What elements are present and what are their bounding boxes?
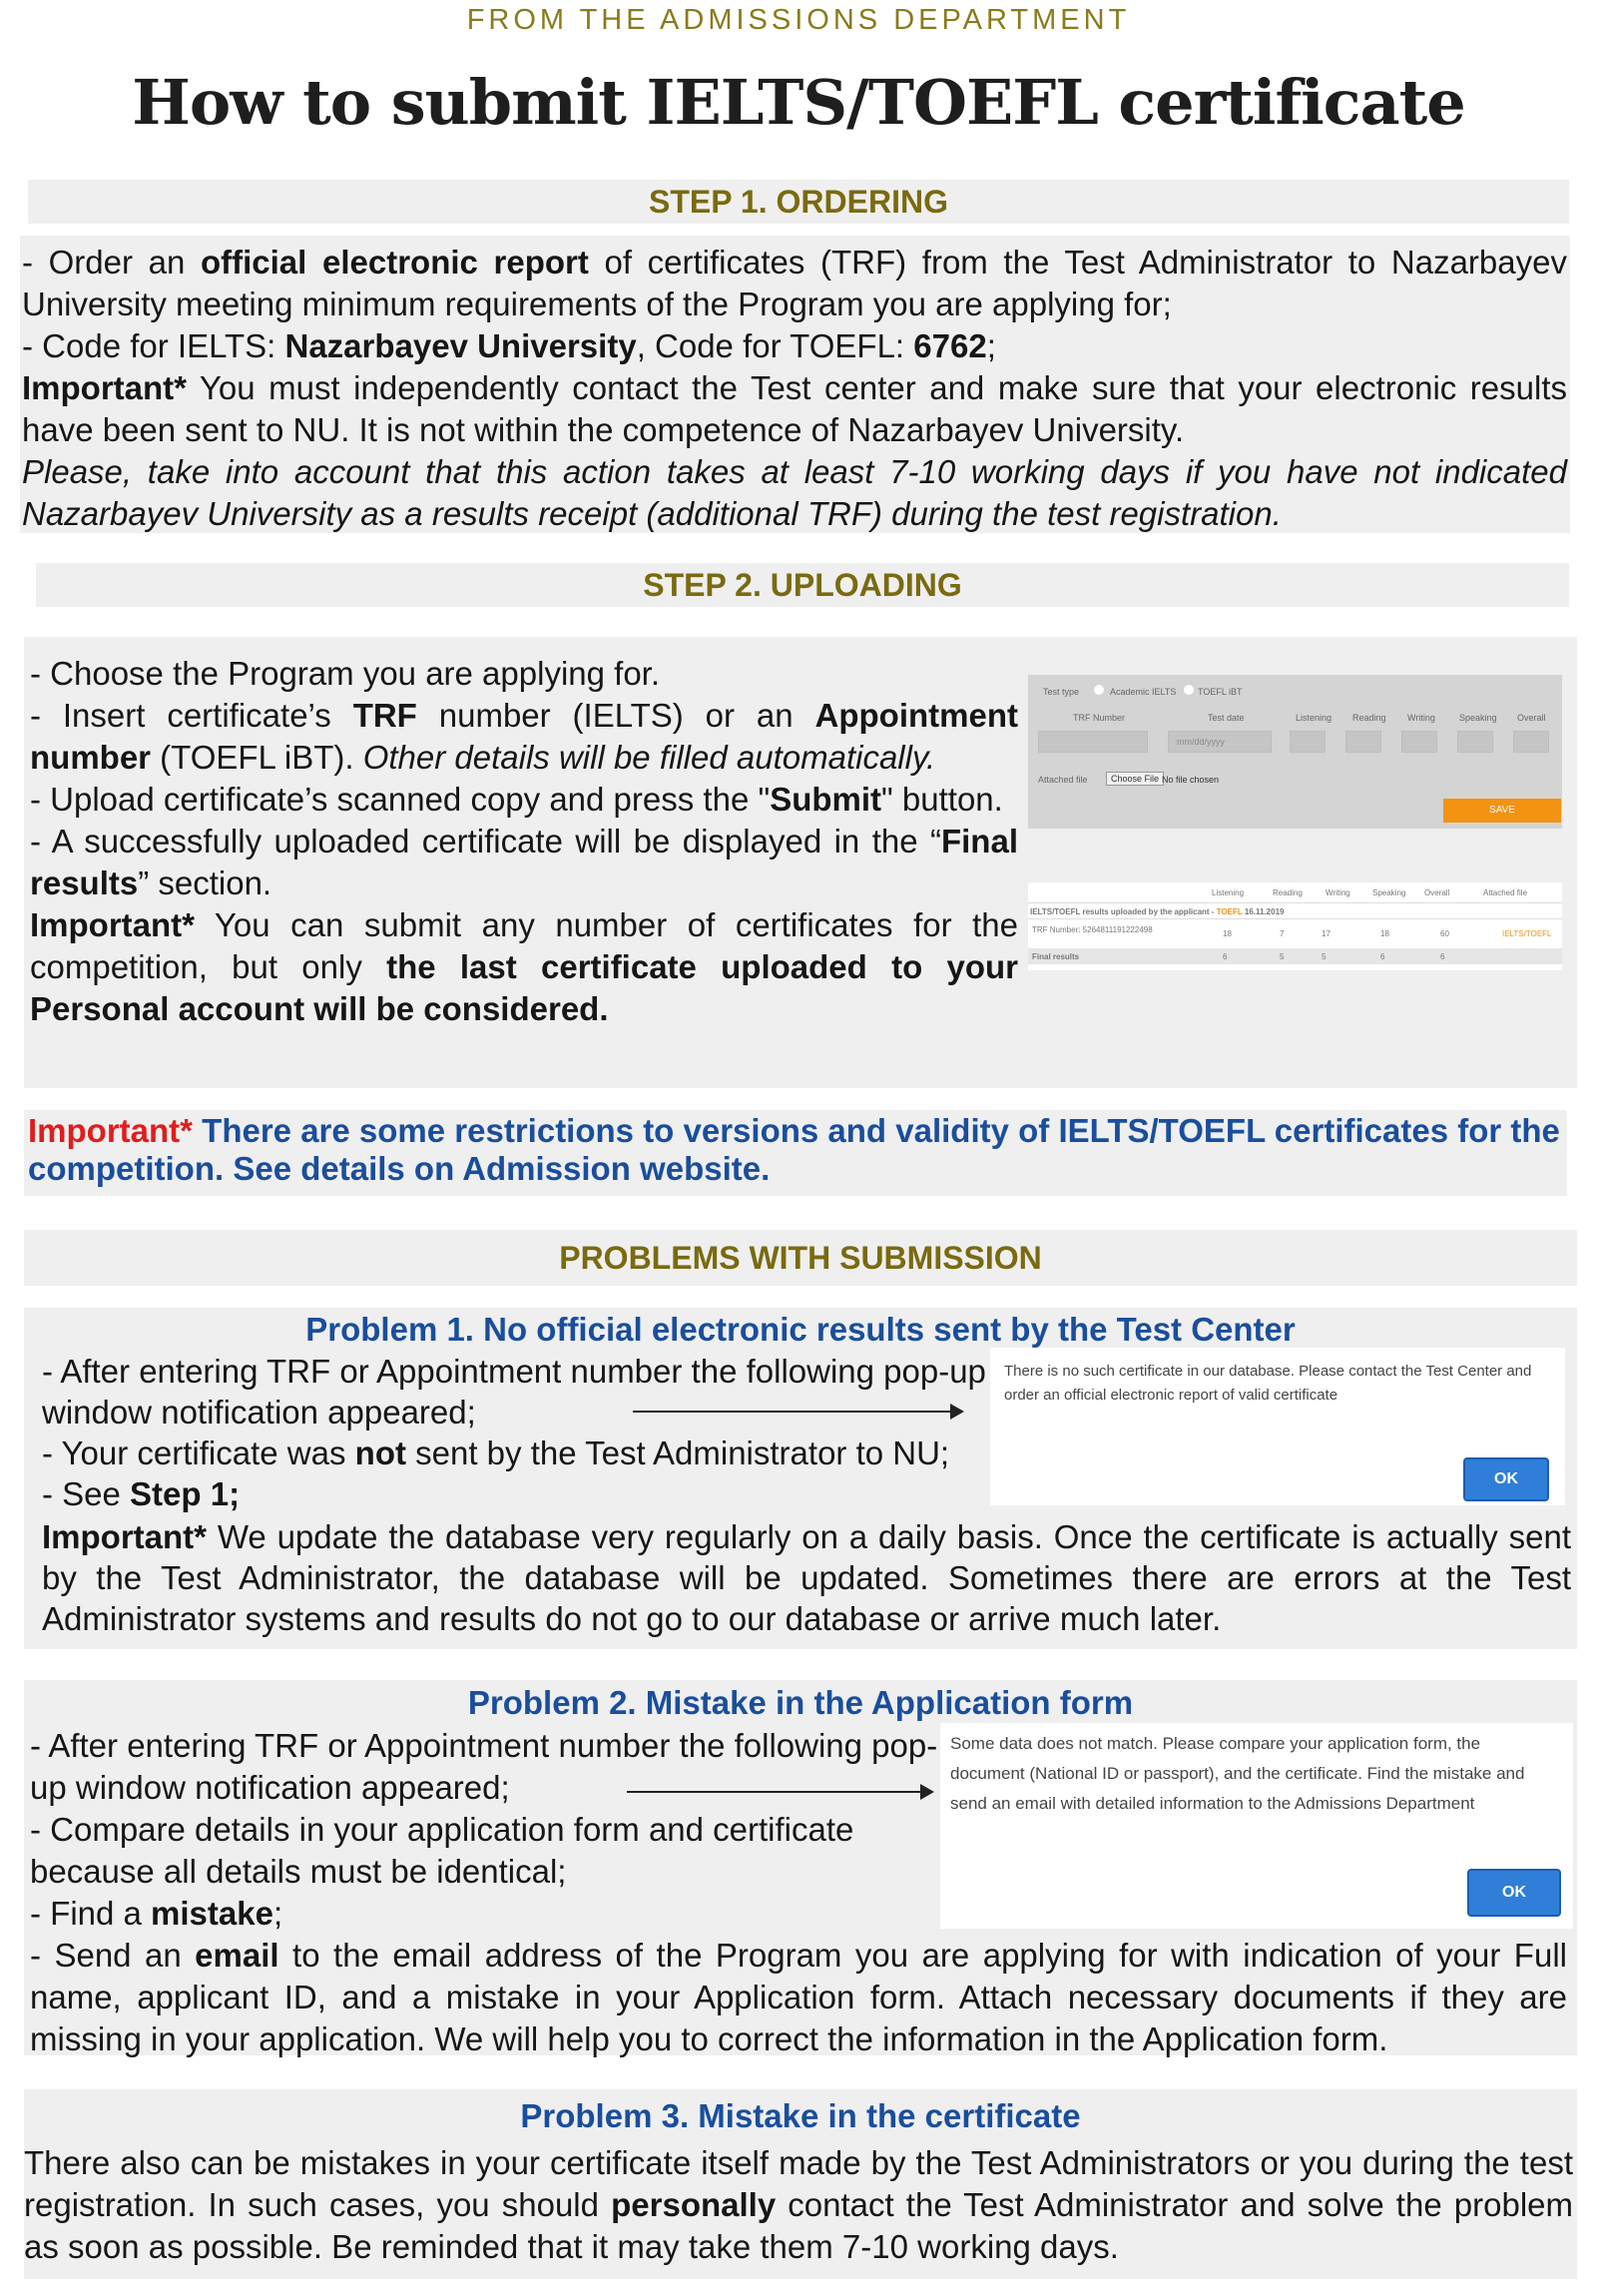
writing-input[interactable] [1401, 731, 1437, 753]
problem3-text: There also can be mistakes in your certificate itself made by the Test Administrators or you during the test registration. In such cases, you should personally contact the Test Administrator and solve the problem as soon as possible. Be reminded that it may take them 7-10 working days. [24, 2144, 1573, 2265]
page-title: How to submit IELTS/TOEFL certificate [132, 66, 1465, 139]
problems-heading: PROBLEMS WITH SUBMISSION [559, 1240, 1042, 1276]
results-header-cell: Attached file [1483, 888, 1528, 897]
step1-italic-note: Please, take into account that this action takes at least 7-10 working days if you have not indicated Nazarbayev University as a results receipt (additional TRF) during the test registration. [22, 453, 1567, 532]
results-header-cell: Reading [1273, 888, 1303, 897]
final-result-cell: 6 [1223, 952, 1228, 961]
results-header-cell: Overall [1424, 888, 1450, 897]
results-value-cell: 18 [1380, 929, 1389, 938]
step1-text: - Order an official electronic report of certificates (TRF) from the Test Administrator to Nazarbayev University meeting minimum requirements of the Program you are applying for; - Code for IELTS: Nazarbayev University, Code for TOEFL: 6762; Important* You must independently contact the Test center and make sure that your electronic results have been sent to NU. It is not within the competence of Nazarbayev University. Please, take into account that this action takes at least 7-10 working days if you have not indicated Nazarbayev University as a results receipt (additional TRF) during the test registration. [22, 244, 1567, 532]
problem2-arrow [627, 1791, 932, 1793]
final-result-cell: 5 [1322, 952, 1327, 961]
results-value-cell: 7 [1280, 929, 1285, 938]
trf-number-input[interactable] [1038, 731, 1148, 753]
speaking-input[interactable] [1457, 731, 1493, 753]
problem2-ok-button[interactable]: OK [1467, 1869, 1561, 1917]
problem1-important: Important* We update the database very regularly on a daily basis. Once the certificate is actually sent by the Test Administrator, the database will be updated. Sometimes there are errors at the Test Administrator systems and results do not go to our database or arrive much later. [42, 1518, 1571, 1637]
problem1-arrow [633, 1411, 962, 1413]
problem1-popup [990, 1348, 1565, 1505]
results-header-cell: Speaking [1372, 888, 1406, 897]
problem2-email-step: - Send an email to the email address of the Program you are applying for with indication of your Full name, applicant ID, and a mistake in your Application form. Attach necessary documents if they are missing in your application. We will help you to correct the information in the Application form. [30, 1937, 1567, 2057]
save-button[interactable]: SAVE [1443, 799, 1561, 823]
problems-heading-bar [24, 1230, 1577, 1286]
results-value-cell: 18 [1223, 929, 1232, 938]
problem2-popup [940, 1723, 1573, 1929]
step2-heading: STEP 2. UPLOADING [643, 567, 962, 603]
test-date-input[interactable]: mm/dd/yyyy [1168, 731, 1272, 753]
final-result-cell: 5 [1280, 952, 1285, 961]
choose-file-button[interactable]: Choose File [1106, 772, 1164, 786]
validity-notice: Important* There are some restrictions to versions and validity of IELTS/TOEFL certificates for the competition. See details on Admission website. [28, 1112, 1560, 1187]
overall-input[interactable] [1513, 731, 1549, 753]
radio-academic-ielts[interactable] [1094, 685, 1104, 695]
problem2-bullets: - After entering TRF or Appointment number the following pop-up window notification appeared; - Compare details in your application form and certificate because all details must be identical; - Find a mistake; [30, 1727, 938, 1932]
step2-text: - Choose the Program you are applying for. - Insert certificate’s TRF number (IELTS) or an Appointment number (TOEFL iBT). Other details will be filled automatically. - Upload certificate’s scanned copy and press the "Submit" button. - A successfully uploaded certificate will be displayed in the “Final results” section. Important* You can submit any number of certificates for the competition, but only the last certificate uploaded to your Personal account will be considered. [30, 655, 1018, 1027]
step1-heading-bar [28, 180, 1569, 224]
attached-file-link[interactable]: IELTS/TOEFL [1502, 929, 1552, 938]
upload-form-screenshot: Test type Academic IELTS TOEFL iBT TRF Number Test date Listening Reading Writing Speaking Overall mm/dd/yyyy Attached file Choose File No file chosen [1028, 675, 1562, 829]
listening-input[interactable] [1290, 731, 1326, 753]
step2-important-label: Important* [30, 906, 195, 943]
results-caption: IELTS/TOEFL results uploaded by the applicant - TOEFL 16.11.2019 [1030, 907, 1285, 916]
problem2-popup-message: Some data does not match. Please compare your application form, the document (National ID or passport), and the certificate. Find the mistake and send an email with detailed information to the Admissions Department [950, 1734, 1525, 1813]
step1-important-label: Important* [22, 369, 187, 406]
header-kicker: FROM THE ADMISSIONS DEPARTMENT [466, 4, 1131, 36]
problem1-bullets: - After entering TRF or Appointment number the following pop-up window notification appeared; - Your certificate was not sent by the Test Administrator to NU; - See Step 1; [42, 1353, 986, 1512]
problem3-title: Problem 3. Mistake in the certificate [520, 2097, 1081, 2134]
step2-heading-bar [36, 563, 1569, 607]
problem2-title: Problem 2. Mistake in the Application form [467, 1684, 1134, 1721]
final-result-cell: 6 [1380, 952, 1385, 961]
reading-input[interactable] [1345, 731, 1381, 753]
problem1-title: Problem 1. No official electronic results sent by the Test Center [305, 1311, 1296, 1348]
step1-heading: STEP 1. ORDERING [649, 184, 948, 220]
problem1-popup-message: There is no such certificate in our database. Please contact the Test Center and order an official electronic report of valid certificate [1004, 1363, 1532, 1404]
results-table-screenshot: Listening Reading Writing Speaking Overall Attached file IELTS/TOEFL results uploaded by the applicant - TOEFL 16.11.2019 TRF Number: 5264811191222498 18 7 17 18 60 IELTS/TOEFL Final results 6 5 5 6 6 [1028, 882, 1562, 970]
results-header-cell: Listening [1212, 888, 1245, 897]
results-value-cell: 60 [1440, 929, 1449, 938]
final-result-cell: 6 [1440, 952, 1445, 961]
radio-toefl-ibt[interactable] [1184, 685, 1194, 695]
results-value-cell: 17 [1322, 929, 1331, 938]
results-header-cell: Writing [1326, 888, 1350, 897]
problem1-ok-button[interactable]: OK [1463, 1457, 1549, 1501]
